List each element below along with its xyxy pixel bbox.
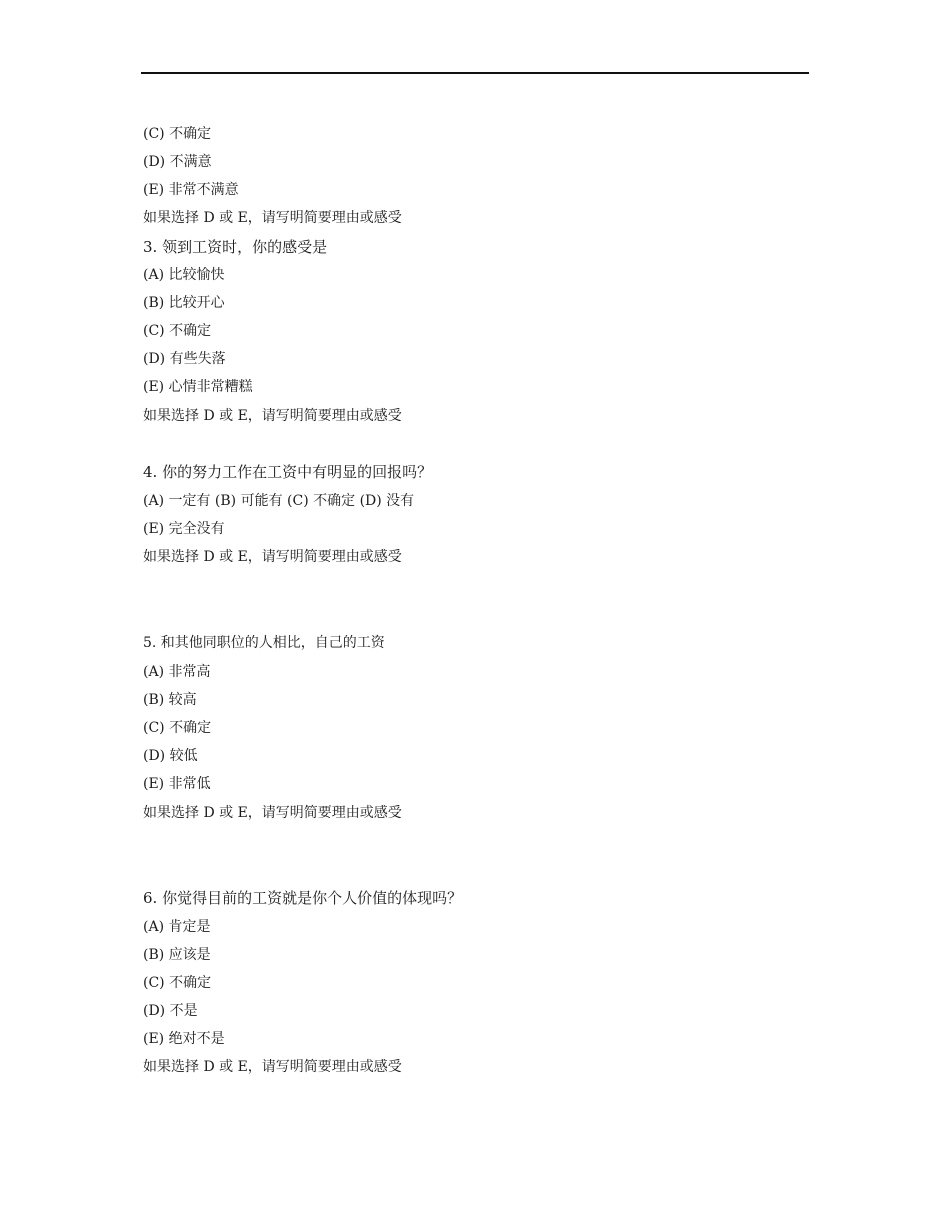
- option-a: (A) 非常高: [143, 664, 211, 680]
- option-b: (B) 较高: [143, 692, 197, 708]
- option-e: (E) 非常不满意: [143, 182, 239, 198]
- options-inline: (A) 一定有 (B) 可能有 (C) 不确定 (D) 没有: [143, 493, 415, 509]
- option-c: (C) 不确定: [143, 720, 212, 736]
- reason-prompt: 如果选择 D 或 E，请写明简要理由或感受: [143, 210, 402, 226]
- option-e: (E) 非常低: [143, 776, 211, 792]
- option-d: (D) 不满意: [143, 154, 212, 170]
- option-e: (E) 绝对不是: [143, 1031, 225, 1047]
- option-d: (D) 较低: [143, 748, 198, 764]
- option-c: (C) 不确定: [143, 323, 212, 339]
- option-e: (E) 心情非常糟糕: [143, 379, 253, 395]
- option-b: (B) 比较开心: [143, 295, 225, 311]
- option-c: (C) 不确定: [143, 126, 212, 142]
- question-4: 4. 你的努力工作在工资中有明显的回报吗？: [143, 463, 433, 481]
- option-e: (E) 完全没有: [143, 521, 225, 537]
- question-3: 3. 领到工资时，你的感受是: [143, 238, 328, 256]
- reason-prompt: 如果选择 D 或 E，请写明简要理由或感受: [143, 1059, 402, 1075]
- reason-prompt: 如果选择 D 或 E，请写明简要理由或感受: [143, 408, 402, 424]
- question-6: 6. 你觉得目前的工资就是你个人价值的体现吗？: [143, 889, 463, 907]
- reason-prompt: 如果选择 D 或 E，请写明简要理由或感受: [143, 805, 402, 821]
- header-rule: [141, 72, 809, 74]
- option-a: (A) 肯定是: [143, 919, 211, 935]
- option-b: (B) 应该是: [143, 947, 211, 963]
- question-5: 5. 和其他同职位的人相比，自己的工资: [143, 635, 385, 651]
- option-d: (D) 不是: [143, 1003, 198, 1019]
- reason-prompt: 如果选择 D 或 E，请写明简要理由或感受: [143, 549, 402, 565]
- option-d: (D) 有些失落: [143, 351, 226, 367]
- option-c: (C) 不确定: [143, 975, 212, 991]
- option-a: (A) 比较愉快: [143, 267, 225, 283]
